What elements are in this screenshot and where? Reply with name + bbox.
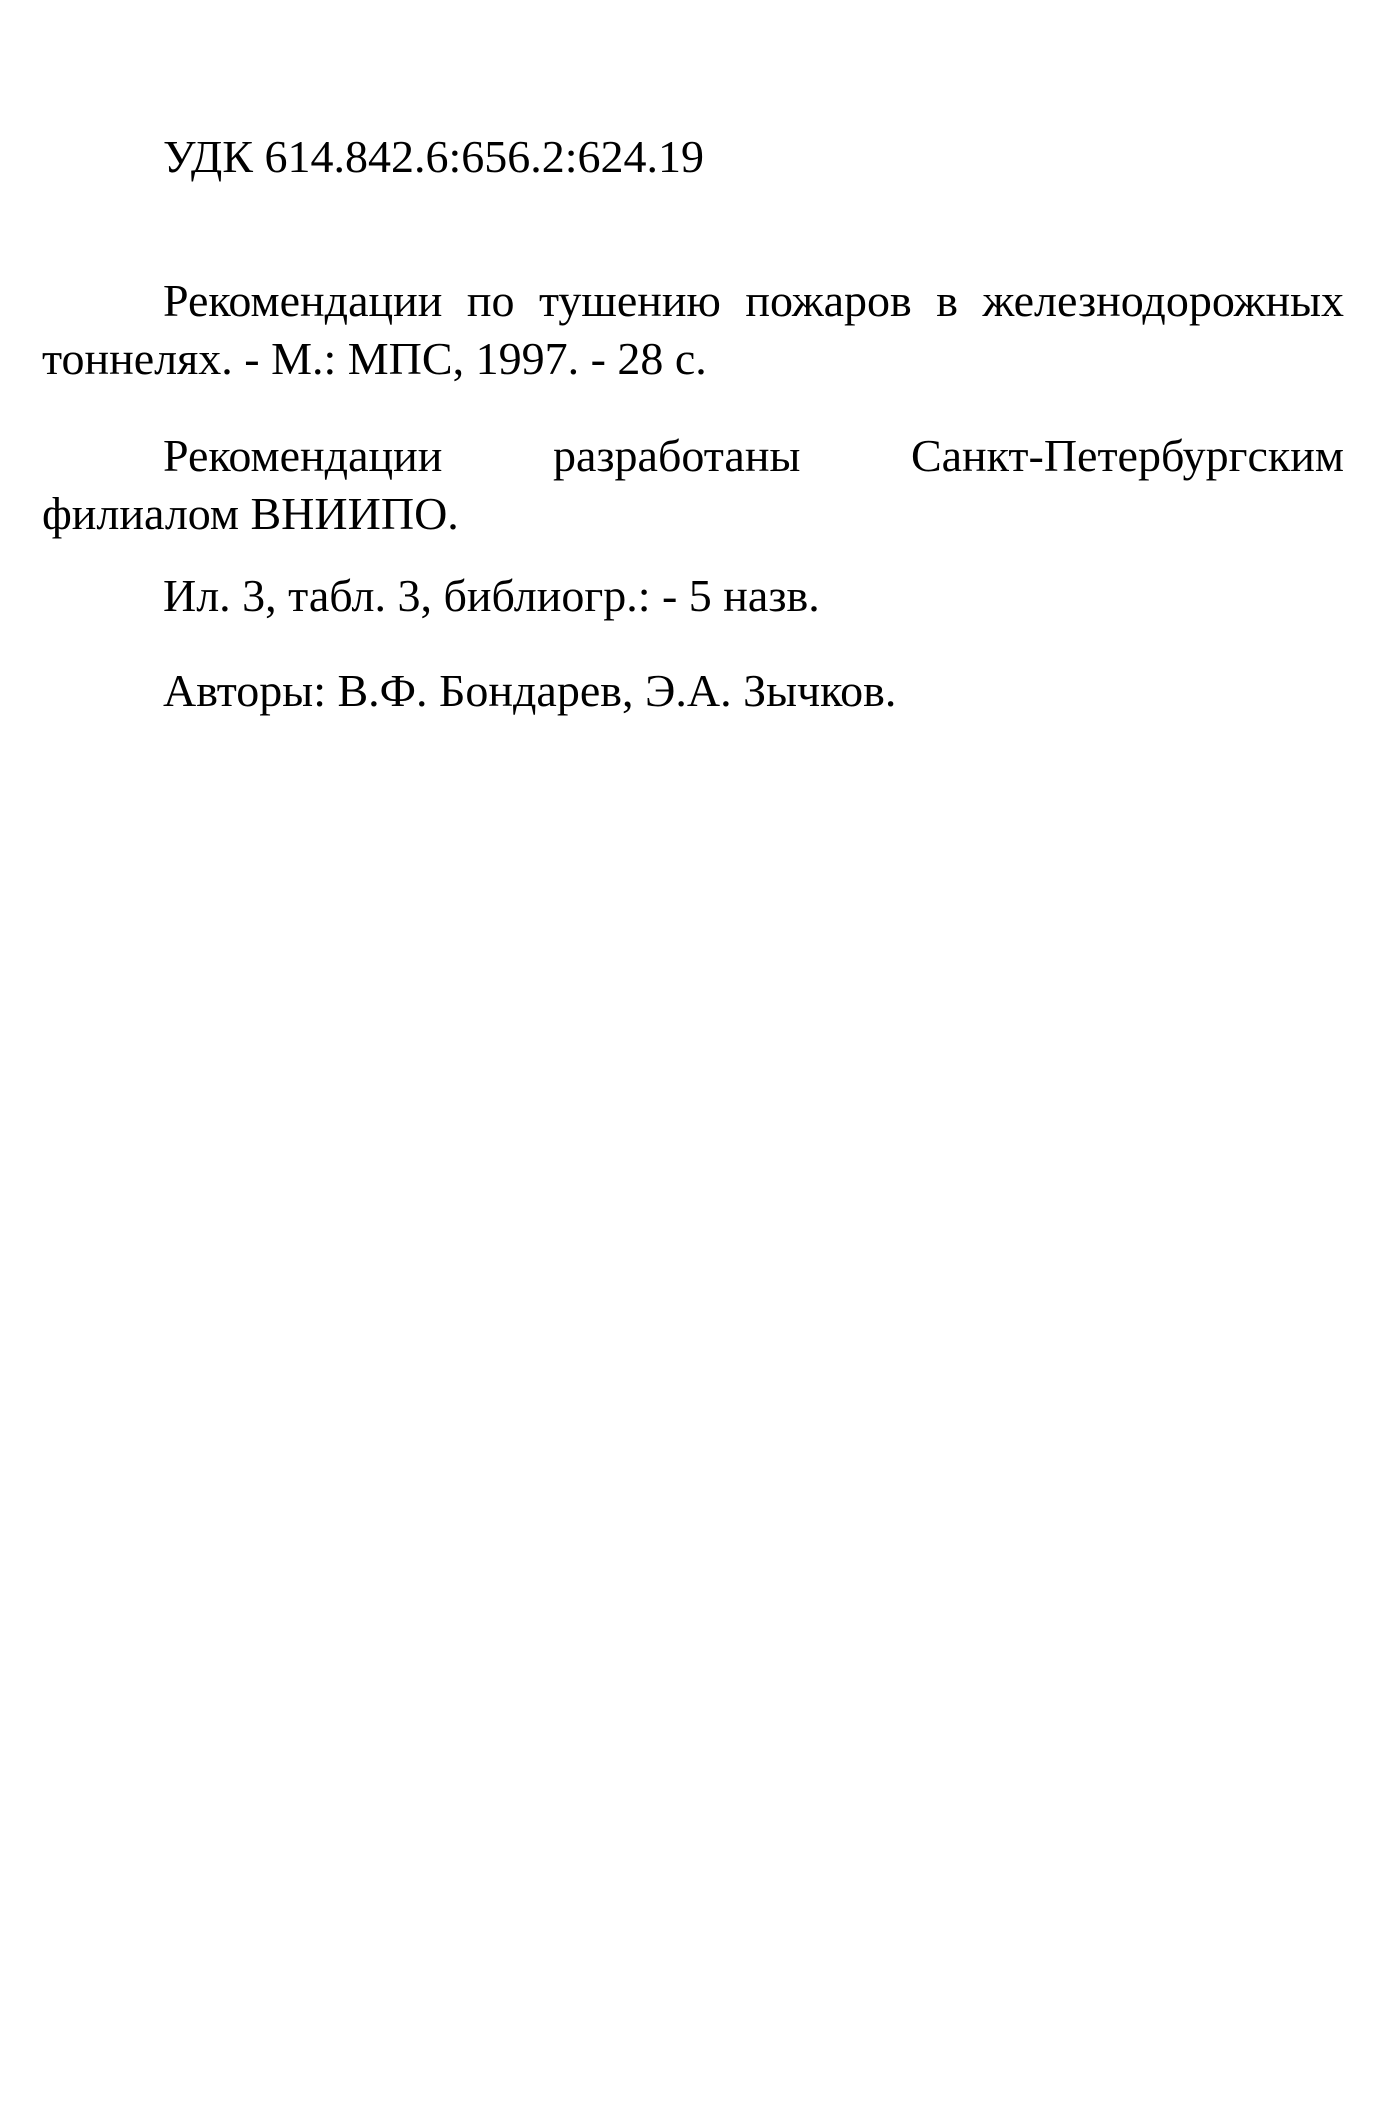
bibliographic-citation: Рекомендации по тушению пожаров в железнодорожных тоннелях. - М.: МПС, 1997. - 28 с.: [42, 275, 1344, 384]
udc-code: УДК 614.842.6:656.2:624.19: [163, 131, 705, 182]
illustrations-count: Ил. 3, табл. 3, библиогр.: - 5 назв.: [163, 570, 820, 621]
authors-line: Авторы: В.Ф. Бондарев, Э.А. Зычков.: [163, 665, 897, 716]
developer-note: Рекомендации разработаны Санкт-Петербургским филиалом ВНИИПО.: [42, 430, 1344, 539]
